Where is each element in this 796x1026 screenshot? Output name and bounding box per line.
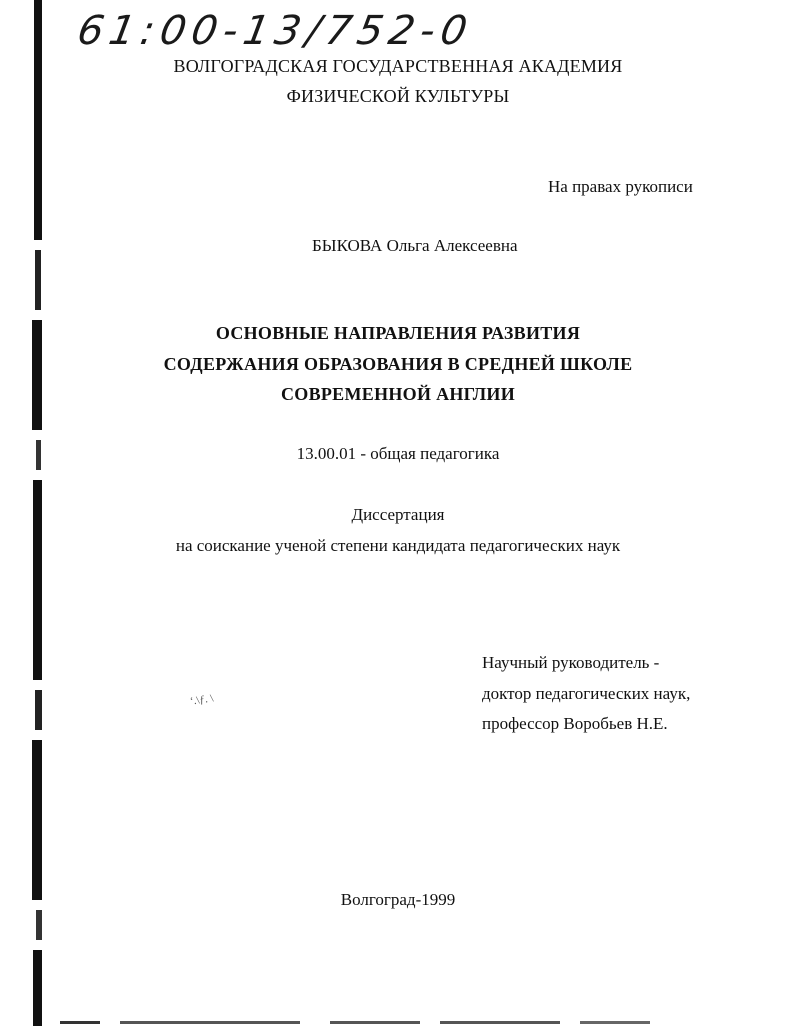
specialty-code: 13.00.01 - общая педагогика: [296, 444, 500, 463]
dissertation-title-line2: СОДЕРЖАНИЯ ОБРАЗОВАНИЯ В СРЕДНЕЙ ШКОЛЕ: [163, 354, 633, 374]
dissertation-title-line1: ОСНОВНЫЕ НАПРАВЛЕНИЯ РАЗВИТИЯ: [215, 323, 581, 343]
city-year: Волгоград-1999: [340, 890, 456, 909]
margin-pencil-mark: ʻ.\ƒ. \: [189, 692, 215, 708]
work-type-line2: на соискание ученой степени кандидата педагогических наук: [175, 536, 621, 555]
handwritten-archive-code: 61:00-13/752-0: [73, 8, 477, 54]
work-type-line1: Диссертация: [351, 505, 445, 524]
supervisor-line1: Научный руководитель -: [482, 653, 660, 672]
author-name: БЫКОВА Ольга Алексеевна: [312, 236, 518, 255]
supervisor-line2: доктор педагогических наук,: [482, 684, 691, 703]
rights-note: На правах рукописи: [548, 177, 693, 196]
dissertation-title-line3: СОВРЕМЕННОЙ АНГЛИИ: [280, 384, 516, 404]
supervisor-line3: профессор Воробьев Н.Е.: [482, 714, 668, 733]
scan-bottom-edge-artifact: [60, 1018, 760, 1026]
institution-name-line1: ВОЛГОГРАДСКАЯ ГОСУДАРСТВЕННАЯ АКАДЕМИЯ: [173, 56, 623, 76]
institution-name-line2: ФИЗИЧЕСКОЙ КУЛЬТУРЫ: [286, 86, 510, 106]
